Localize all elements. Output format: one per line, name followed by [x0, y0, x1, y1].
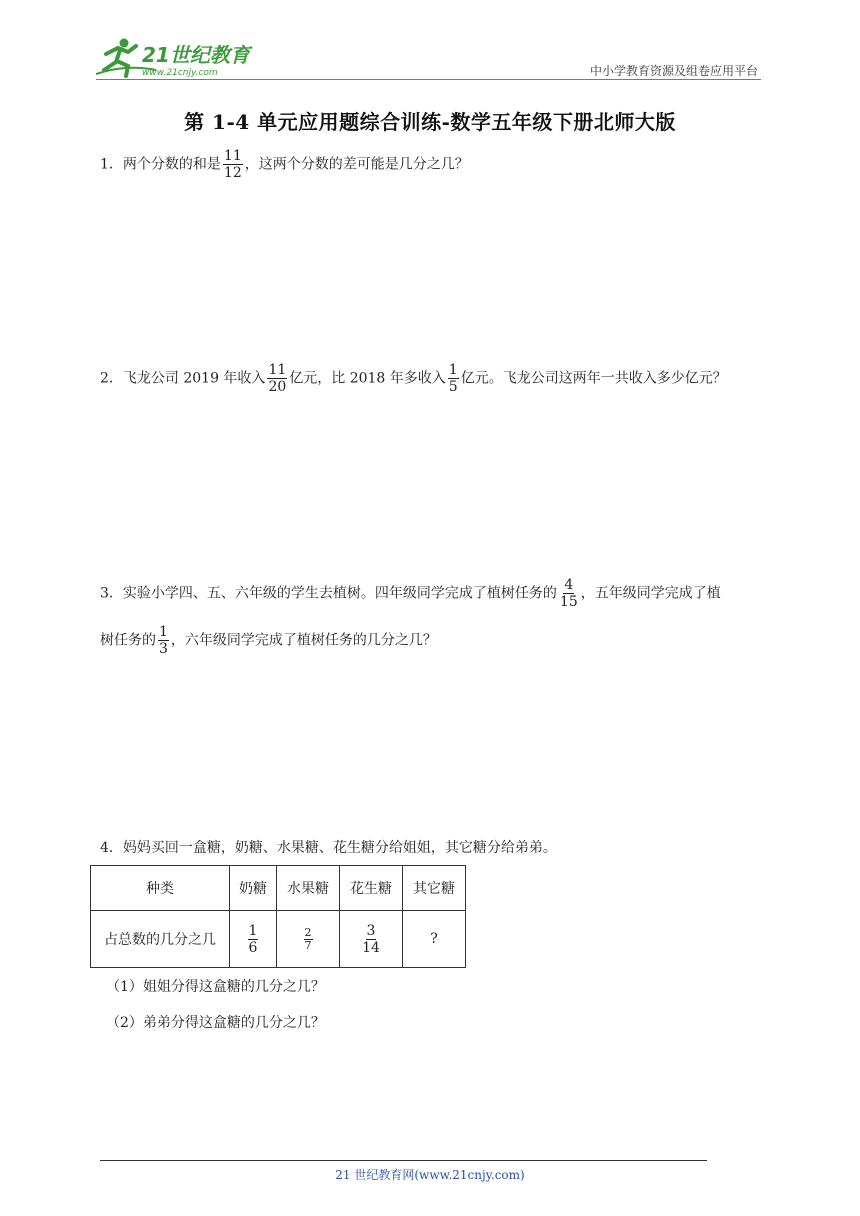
table-row: [91, 911, 466, 968]
question-3-text-2: ，五年级同学完成了植: [580, 585, 721, 602]
table-header-cell: 其它糖: [403, 866, 466, 911]
table-cell: [230, 911, 277, 968]
table-header-cell: 奶糖: [230, 866, 277, 911]
fraction-denominator: 14: [362, 939, 380, 956]
fraction-numerator: 11: [268, 362, 287, 378]
table-header-cell: 种类: [91, 866, 230, 911]
table-header-row: [91, 866, 466, 911]
question-1: [100, 148, 469, 181]
question-1-text-start: 1．两个分数的和是: [100, 156, 221, 173]
question-3-line-1: [100, 577, 721, 610]
fraction: [248, 923, 259, 956]
site-logo: [96, 34, 266, 80]
fraction-numerator: 2: [304, 925, 312, 939]
svg-text:21世纪教育: 21世纪教育: [142, 43, 250, 67]
question-2-text-3: 亿元。飞龙公司这两年一共收入多少亿元？: [460, 370, 727, 387]
question-3-text-1: 3．实验小学四、五、六年级的学生去植树。四年级同学完成了植树任务的: [100, 585, 557, 602]
fraction-denominator: 7: [304, 938, 312, 952]
fraction-denominator: 5: [448, 379, 458, 395]
question-2: [100, 362, 727, 395]
candy-table: [90, 865, 466, 968]
fraction-denominator: 20: [268, 379, 287, 395]
fraction: [559, 577, 579, 610]
footer-divider: [100, 1160, 707, 1161]
fraction-numerator: 4: [564, 577, 574, 593]
page-title: 第 1-4 单元应用题综合训练-数学五年级下册北师大版: [184, 110, 676, 134]
question-3-text-3: 树任务的: [100, 632, 156, 649]
fraction: [158, 624, 169, 657]
header-divider: [96, 79, 761, 80]
fraction: [304, 927, 313, 952]
fraction-numerator: 1: [248, 922, 258, 939]
header-platform-text: 中小学教育资源及组卷应用平台: [589, 64, 758, 78]
footer-text: 21 世纪教育网(www.21cnjy.com): [335, 1168, 525, 1182]
question-3-text-4: ，六年级同学完成了植树任务的几分之几？: [170, 632, 437, 649]
table-cell: [277, 911, 340, 968]
sub-question-1: （1）姐姐分得这盒糖的几分之几？: [106, 979, 325, 995]
fraction: [448, 362, 459, 395]
fraction-numerator: 1: [159, 624, 168, 640]
table-cell-unknown: ?: [403, 911, 466, 968]
table-row-label: 占总数的几分之几: [91, 911, 230, 968]
sub-question-2: （2）弟弟分得这盒糖的几分之几？: [106, 1015, 325, 1031]
table-header-cell: 花生糖: [340, 866, 403, 911]
fraction: [223, 148, 243, 181]
table-cell: [340, 911, 403, 968]
svg-text:www.21cnjy.com: www.21cnjy.com: [142, 68, 218, 78]
fraction-numerator: 11: [223, 148, 242, 164]
fraction-denominator: 6: [248, 939, 258, 956]
fraction-numerator: 1: [448, 362, 458, 378]
fraction-denominator: 15: [559, 594, 578, 610]
fraction: [361, 923, 381, 956]
fraction-denominator: 3: [159, 641, 168, 657]
fraction-numerator: 3: [366, 922, 376, 939]
question-3-line-2: [100, 624, 437, 657]
question-4: 4．妈妈买回一盒糖，奶糖、水果糖、花生糖分给姐姐，其它糖分给弟弟。: [100, 840, 557, 856]
question-1-text-end: ，这两个分数的差可能是几分之几？: [244, 156, 469, 173]
question-2-text-2: 亿元，比 2018 年多收入: [289, 370, 446, 387]
fraction: [267, 362, 287, 395]
question-2-text-1: 2．飞龙公司 2019 年收入: [100, 370, 266, 387]
table-header-cell: 水果糖: [277, 866, 340, 911]
fraction-denominator: 12: [223, 165, 242, 181]
